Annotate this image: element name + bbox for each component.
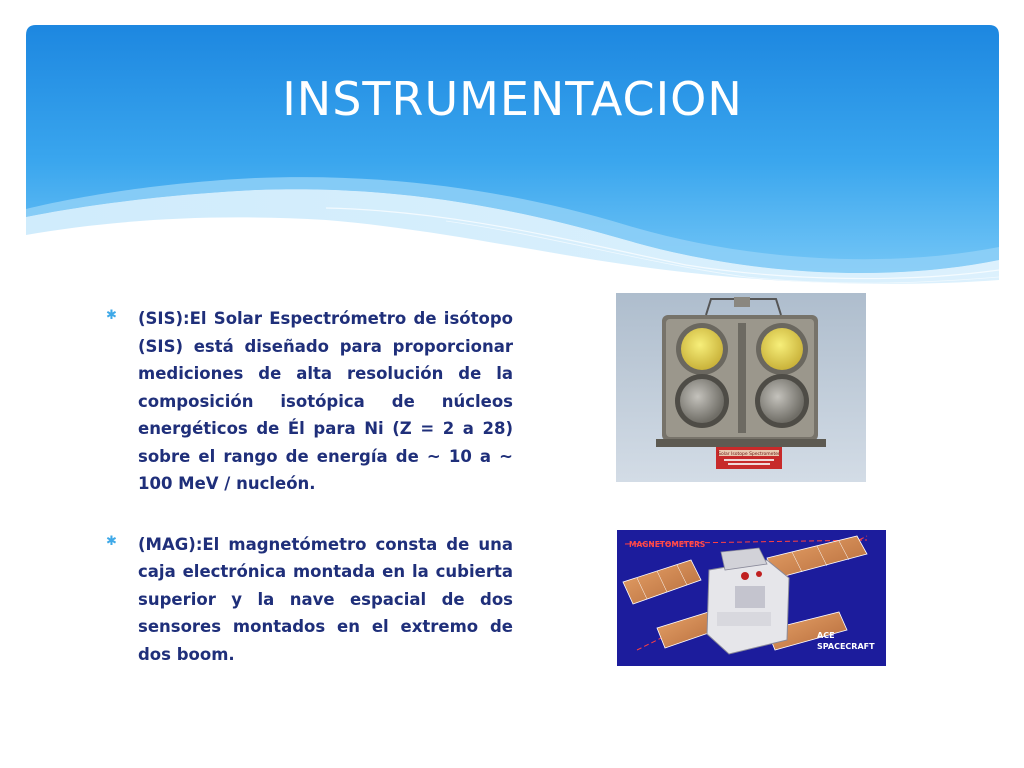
list-item-mag (106, 531, 513, 669)
spacecraft-label: SPACECRAFT (817, 642, 875, 651)
bullet-list (106, 305, 513, 701)
asterisk-bullet-icon: ✱ (106, 308, 117, 323)
header-banner (26, 25, 999, 285)
list-item-sis (106, 305, 513, 498)
slide-title: INSTRUMENTACION (282, 72, 743, 126)
sis-label-text: Solar Isotope Spectrometer (718, 452, 780, 457)
list-item-text: (MAG):El magnetómetro consta de una caja electrónica montada en la cubierta superior y la nave espacial de dos sensores montados en el extremo de dos boom. (138, 534, 513, 664)
sis-instrument-photo (616, 293, 866, 482)
ace-spacecraft-diagram (617, 530, 886, 666)
asterisk-bullet-icon: ✱ (106, 533, 117, 549)
ace-label: ACE (817, 631, 835, 640)
magnetometers-label: MAGNETOMETERS (629, 540, 706, 549)
list-item-text: (SIS):El Solar Espectrómetro de isótopo (SIS) está diseñado para proporcionar mediciones de alta resolución de la composición isotópica de núcleos energéticos de Él para Ni (Z = 2 a 28) sobre el rango de energía de ~ 10 a ~ 100 MeV / nucleón. (138, 309, 513, 493)
wave-background (26, 25, 999, 285)
